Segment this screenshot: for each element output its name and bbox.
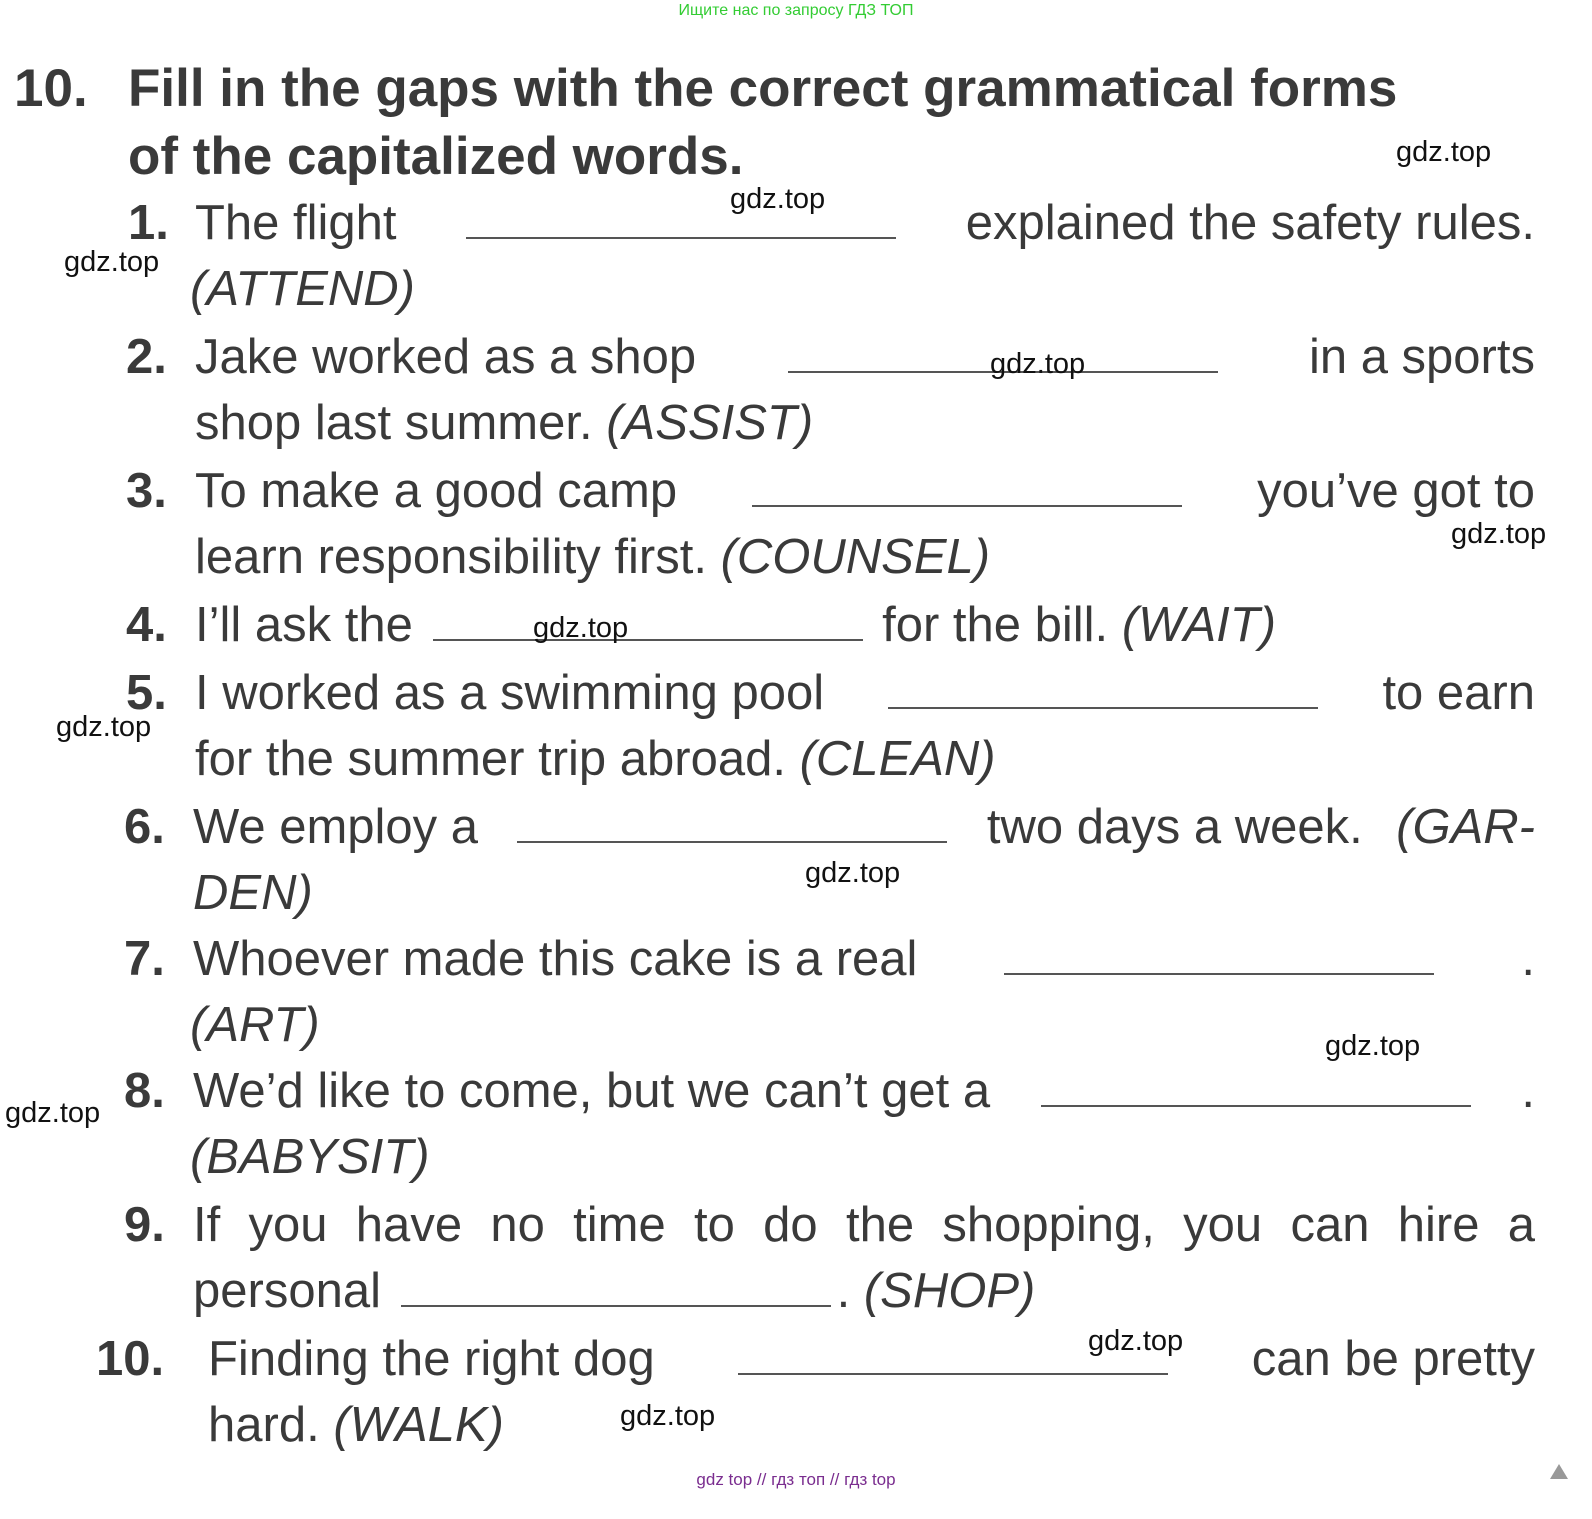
watermark: gdz.top (64, 246, 160, 278)
item-text: . (1521, 1064, 1535, 1118)
item-text: I’ll ask the (195, 598, 413, 652)
answer-gap[interactable] (466, 193, 896, 239)
watermark: gdz.top (56, 711, 152, 743)
item-text: for the summer trip abroad. (195, 732, 786, 786)
watermark: gdz.top (730, 183, 826, 215)
item-text: . (1521, 932, 1535, 986)
answer-gap[interactable] (752, 461, 1182, 507)
item-number: 4. (126, 598, 167, 652)
item-text: shop last summer. (195, 396, 593, 450)
item-text: Finding the right dog (208, 1332, 655, 1386)
item-text: you’ve got to (1257, 464, 1535, 518)
watermark: gdz.top (1396, 136, 1492, 168)
top-banner: Ищите нас по запросу ГДЗ ТОП (678, 2, 914, 19)
capitalized-word: (WAIT) (1121, 598, 1277, 652)
answer-gap[interactable] (1041, 1061, 1471, 1107)
answer-gap[interactable] (888, 663, 1318, 709)
item-text: Jake worked as a shop (195, 330, 697, 384)
item-number: 3. (126, 464, 167, 518)
exercise-title-line-2: of the capitalized words. (128, 127, 744, 186)
watermark: gdz.top (620, 1400, 716, 1432)
watermark: gdz.top (533, 612, 629, 644)
exercise-title-line-1: Fill in the gaps with the correct grammatical forms (128, 59, 1398, 118)
capitalized-word: (ATTEND) (190, 262, 415, 316)
capitalized-word: (COUNSEL) (720, 530, 991, 584)
answer-gap[interactable] (517, 797, 947, 843)
item-text: for the bill. (882, 598, 1109, 652)
watermark: gdz.top (5, 1097, 101, 1129)
item-text: I worked as a swimming pool (195, 666, 825, 720)
item-text: To make a good camp (195, 464, 678, 518)
item-text: explained the safety rules. (965, 196, 1535, 250)
watermark: gdz.top (1325, 1030, 1421, 1062)
item-text: We’d like to come, but we can’t get a (193, 1064, 991, 1118)
item-number: 9. (124, 1198, 165, 1252)
capitalized-word: (WALK) (333, 1398, 504, 1452)
item-number: 7. (124, 932, 165, 986)
item-text: If you have no time to do the shopping, you can hire a (193, 1198, 1535, 1252)
item-text: hard. (208, 1398, 320, 1452)
capitalized-word: (SHOP) (863, 1264, 1036, 1318)
scroll-up-icon[interactable] (1550, 1464, 1568, 1479)
capitalized-word: (CLEAN) (799, 732, 996, 786)
watermark: gdz.top (1451, 518, 1547, 550)
answer-gap[interactable] (433, 595, 863, 641)
item-text: learn responsibility first. (195, 530, 707, 584)
capitalized-word: DEN) (193, 866, 313, 920)
capitalized-word: (BABYSIT) (190, 1130, 430, 1184)
item-text: The flight (195, 196, 397, 250)
item-number: 8. (124, 1064, 165, 1118)
item-text: We employ a (193, 800, 479, 854)
exercise-number: 10. (14, 59, 88, 118)
item-number: 5. (126, 666, 167, 720)
capitalized-word: (ART) (190, 998, 320, 1052)
footer-links[interactable]: gdz top // гдз топ // гдз top (696, 1470, 896, 1489)
item-number: 6. (124, 800, 165, 854)
watermark: gdz.top (805, 857, 901, 889)
item-number: 2. (126, 330, 167, 384)
item-text: can be pretty (1251, 1332, 1535, 1386)
item-text: . (836, 1264, 851, 1318)
item-number: 10. (96, 1332, 165, 1386)
watermark: gdz.top (990, 348, 1086, 380)
item-text: to earn (1382, 666, 1535, 720)
item-text: in a sports (1308, 330, 1535, 384)
capitalized-word: (ASSIST) (606, 396, 814, 450)
answer-gap[interactable] (1004, 929, 1434, 975)
answer-gap[interactable] (401, 1261, 831, 1307)
item-text: personal (193, 1264, 381, 1318)
item-number: 1. (128, 196, 169, 250)
item-text: Whoever made this cake is a real (193, 932, 918, 986)
item-text: two days a week. (986, 800, 1363, 854)
capitalized-word: (GAR- (1396, 800, 1535, 854)
watermark: gdz.top (1088, 1325, 1184, 1357)
